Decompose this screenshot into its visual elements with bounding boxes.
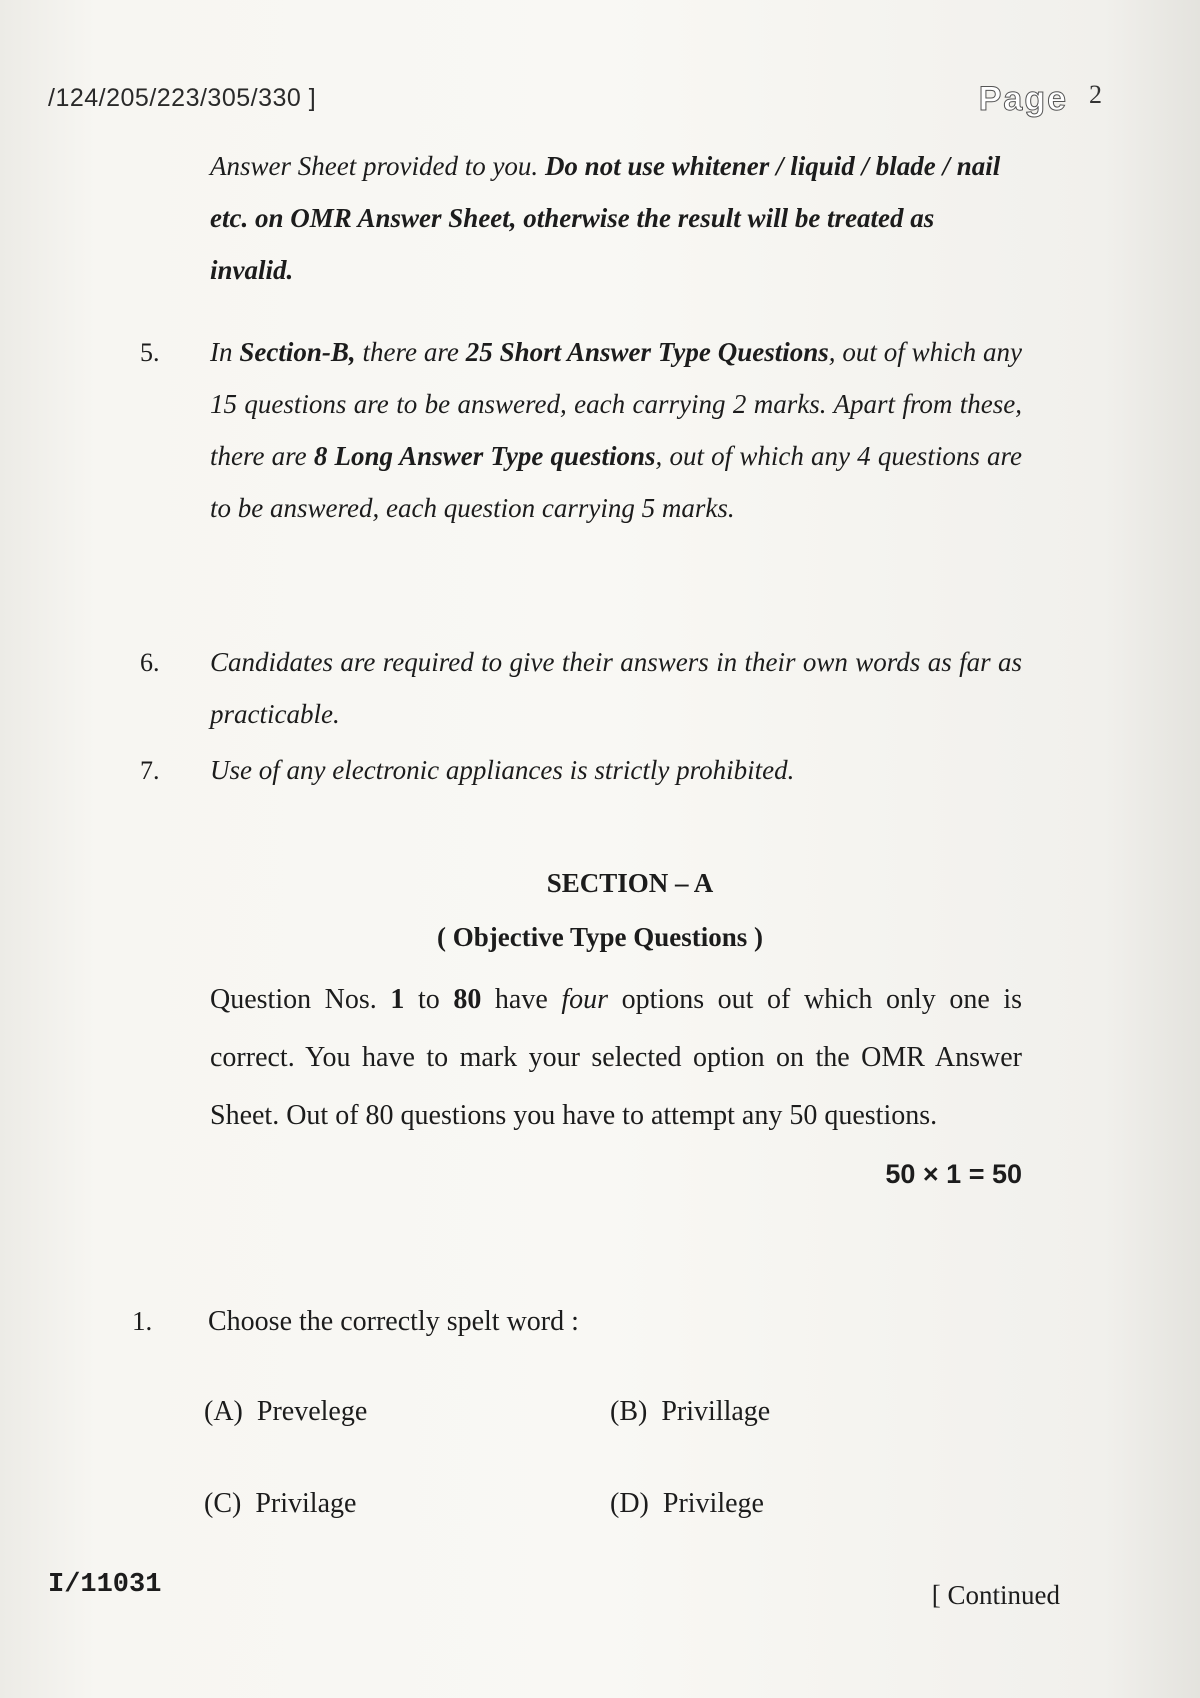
footer-code: I/11031	[48, 1570, 162, 1600]
option-d	[610, 1488, 764, 1520]
continued-label: [ Continued	[931, 1580, 1060, 1610]
option-a-label: (A)	[204, 1396, 243, 1427]
question-number: 1.	[132, 1306, 153, 1336]
continued-instruction	[210, 140, 1022, 296]
instruction-5: In Section-B, there are 25 Short Answer Type Questions, out of which any 15 questions are to be answered, each carrying 2 marks. Apart from these, there are 8 Long Answer Type questions, out of which any 4 questions are to be answered, each question carrying 5 marks.	[210, 337, 1023, 523]
marks-formula: 50 × 1 = 50	[885, 1159, 1022, 1189]
paper-codes: /124/205/223/305/330 ]	[48, 84, 317, 112]
option-a-text: Prevelege	[256, 1396, 368, 1427]
option-b-label: (B)	[610, 1396, 648, 1427]
instruction-6: Candidates are required to give their answers in their own words as far as practicable.	[210, 647, 1022, 729]
continued-text: Answer Sheet provided to you.	[210, 151, 545, 181]
option-c	[204, 1488, 356, 1520]
section-title: SECTION – A	[546, 868, 714, 898]
continued-bold-text: Do not use whitener / liquid / blade / nail etc. on OMR Answer Sheet, otherwise the result will be treated as invalid.	[210, 151, 1001, 285]
instruction-7: Use of any electronic appliances is strictly prohibited.	[210, 755, 795, 785]
page-label: Page	[978, 80, 1068, 118]
option-b-text: Privillage	[661, 1396, 771, 1427]
option-a	[204, 1396, 367, 1428]
option-d-text: Privilege	[662, 1488, 764, 1519]
section-instructions: Question Nos. 1 to 80 have four options out of which only one is correct. You have to mark your selected option on the OMR Answer Sheet. Out of 80 questions you have to attempt any 50 questions. 50 × 1 = 50	[210, 971, 1022, 1203]
instruction-7-number: 7.	[140, 756, 160, 785]
instruction-6-number: 6.	[140, 648, 160, 677]
question-text: Choose the correctly spelt word :	[208, 1306, 579, 1337]
option-c-text: Privilage	[255, 1488, 357, 1519]
option-d-label: (D)	[610, 1488, 649, 1519]
option-b	[610, 1396, 770, 1428]
page-number: 2	[1089, 80, 1102, 109]
section-subtitle: ( Objective Type Questions )	[437, 922, 763, 952]
option-c-label: (C)	[204, 1488, 242, 1519]
instruction-5-number: 5.	[140, 338, 160, 367]
